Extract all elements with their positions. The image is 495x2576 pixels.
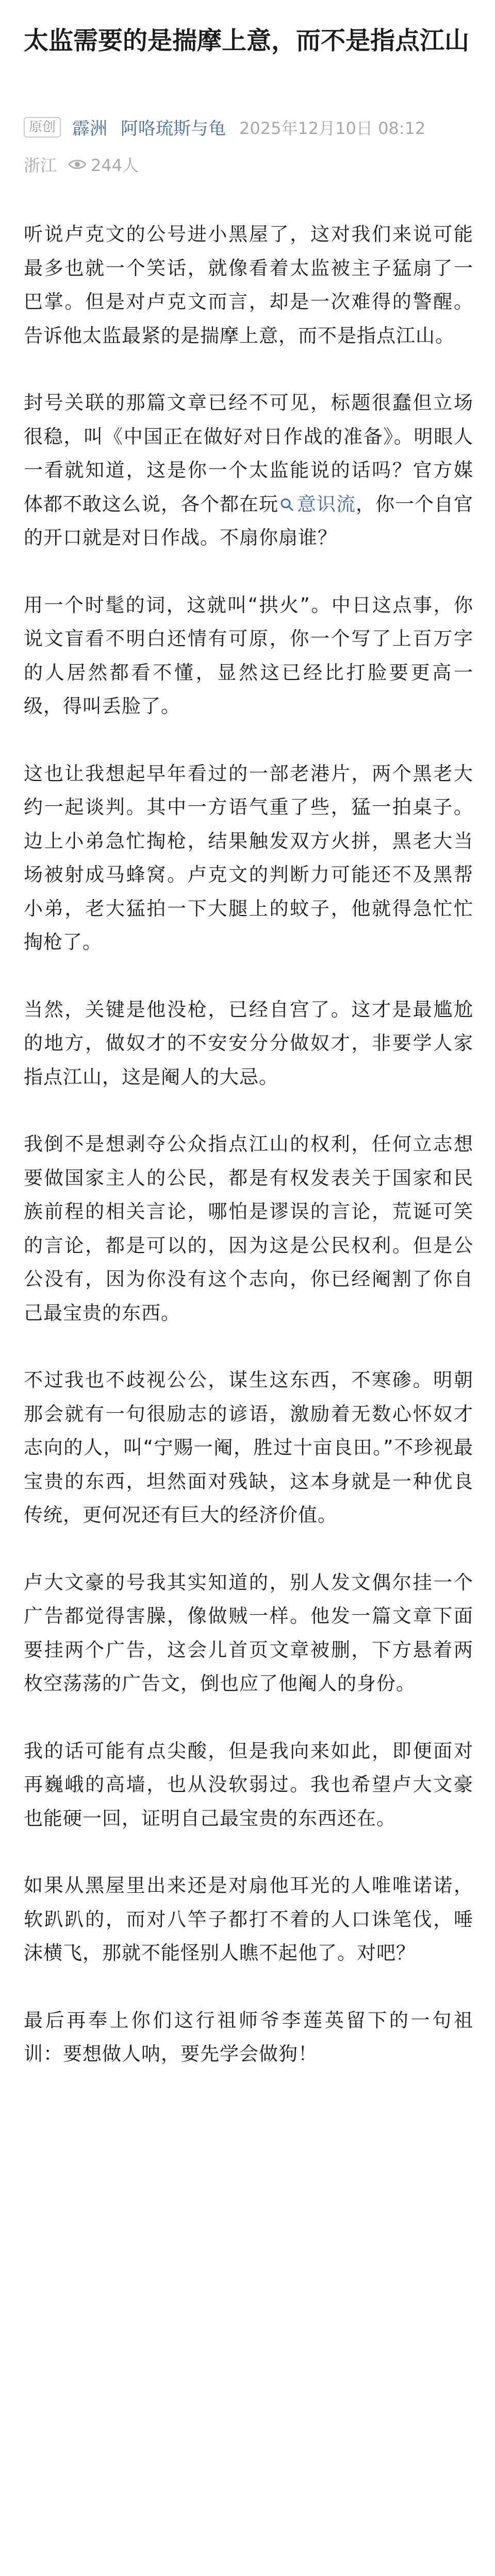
paragraph-9: 我的话可能有点尖酸，但是我向来如此，即便面对再巍峨的高墙，也从没软弱过。我也希望卢大文豪也能硬一回，证明自己最宝贵的东西还在。	[24, 1739, 473, 1829]
search-icon	[279, 497, 294, 512]
paragraph-5: 当然，关键是他没枪，已经自宫了。这才是最尴尬的地方，做奴才的不安安分分做奴才，非要学人家指点江山，这是阉人的大忌。	[24, 998, 473, 1088]
column-link[interactable]: 阿咯琉斯与龟	[121, 118, 226, 139]
search-term-label: 意识流	[297, 493, 356, 515]
publish-date: 2025年12月10日 08:12	[239, 118, 426, 138]
search-term-link[interactable]	[278, 493, 356, 515]
paragraph-8: 卢大文豪的号我其实知道的，别人发文偶尔挂一个广告都觉得害臊，像做贼一样。他发一篇文章下面要挂两个广告，这会儿首页文章被删，下方悬着两枚空荡荡的广告文，倒也应了他阉人的身份。	[24, 1571, 473, 1694]
paragraph-2-text-before: 封号关联的那篇文章已经不可见，标题很蠢但立场很稳，叫《中国正在做好对日作战的准备》。明眼人一看就知道，这是你一个太监能说的话吗？官方媒体都不敢这么说，各个都在玩	[24, 392, 473, 515]
paragraph-1: 听说卢克文的公号进小黑屋了，这对我们来说可能最多也就一个笑话，就像看着太监被主子猛扇了一巴掌。但是对卢克文而言，却是一次难得的警醒。告诉他太监最紧的是揣摩上意，而不是指点江山。	[24, 223, 473, 347]
view-count	[68, 152, 139, 176]
region-label: 浙江	[24, 156, 57, 175]
view-count-label: 244人	[91, 156, 139, 175]
paragraph-6: 我倒不是想剥夺公众指点江山的权利，任何立志想要做国家主人的公民，都是有权发表关于国家和民族前程的相关言论，哪怕是谬误的言论，荒诞可笑的言论，都是可以的，因为这是公民权利。但是公公没有，因为你没有这个志向，你已经阉割了你自己最宝贵的东西。	[24, 1133, 473, 1324]
paragraph-10: 如果从黑屋里出来还是对扇他耳光的人唯唯诺诺，软趴趴的，而对八竿子都打不着的人口诛笔伐，唾沫横飞，那就不能怪别人瞧不起他了。对吧？	[24, 1874, 473, 1964]
article-stats	[24, 152, 139, 176]
eye-icon	[68, 158, 87, 171]
author-link[interactable]: 霹洲	[72, 118, 108, 139]
paragraph-2-text-after: ，你一个自官的开口就是对日作战。不扇你扇谁？	[24, 493, 473, 549]
article-meta	[24, 114, 425, 140]
original-badge: 原创	[24, 117, 61, 138]
paragraph-3: 用一个时髦的词，这就叫“拱火”。中日这点事，你说文盲看不明白还情有可原，你一个写了上百万字的人居然都看不懂，显然这已经比打脸要更高一级，得叫丢脸了。	[24, 594, 473, 717]
paragraph-11: 最后再奉上你们这行祖师爷李莲英留下的一句祖训：要想做人呐，要先学会做狗！	[24, 2009, 473, 2065]
paragraph-2	[24, 386, 473, 555]
article-title: 太监需要的是揣摩上意，而不是指点江山	[24, 26, 470, 55]
article-body	[24, 217, 473, 2071]
paragraph-4: 这也让我想起早年看过的一部老港片，两个黑老大约一起谈判。其中一方语气重了些，猛一拍桌子。边上小弟急忙掏枪，结果触发双方火拼，黑老大当场被射成马蜂窝。卢克文的判断力可能还不及黑帮小弟，老大猛拍一下大腿上的蚊子，他就得急忙忙掏枪了。	[24, 762, 473, 953]
paragraph-7: 不过我也不歧视公公，谋生这东西，不寒碜。明朝那会就有一句很励志的谚语，激励着无数心怀奴才志向的人，叫“宁赐一阉，胜过十亩良田。”不珍视最宝贵的东西，坦然面对残缺，这本身就是一种优良传统，更何况还有巨大的经济价值。	[24, 1369, 473, 1526]
